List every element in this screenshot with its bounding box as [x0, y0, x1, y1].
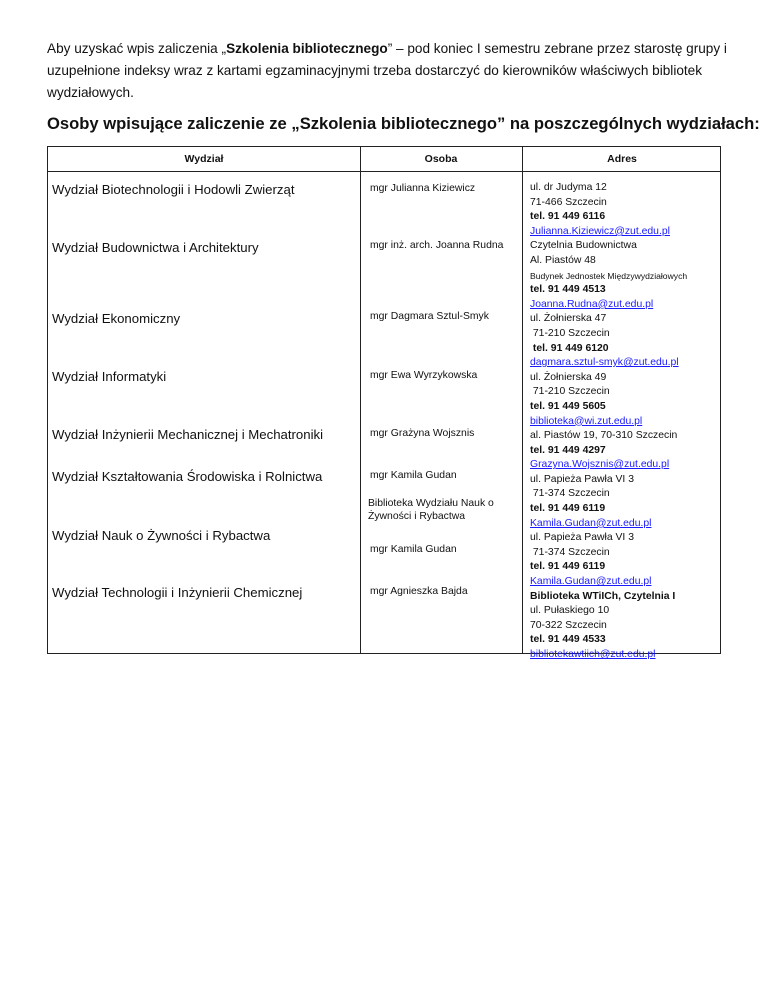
faculty-table — [47, 146, 721, 660]
address-line: 70-322 Szczecin — [530, 619, 607, 631]
contact-person: mgr Kamila Gudan — [370, 544, 457, 555]
phone-number: tel. 91 449 6119 — [530, 503, 606, 515]
email-link[interactable]: bibliotekawtiich@zut.edu.pl — [530, 649, 656, 660]
header-osoba: Osoba — [424, 153, 458, 165]
phone-number: tel. 91 449 4533 — [530, 634, 606, 646]
contact-person: mgr Dagmara Sztul-Smyk — [370, 311, 489, 322]
contact-person: mgr inż. arch. Joanna Rudna — [370, 240, 504, 251]
header-divider — [48, 171, 720, 172]
faculty-name: Wydział Budownictwa i Architektury — [52, 240, 259, 255]
address-line: 71-466 Szczecin — [530, 196, 607, 208]
phone-number: tel. 91 449 6119 — [530, 561, 606, 573]
intro-bold-term: Szkolenia bibliotecznego — [226, 41, 388, 56]
header-wydzial: Wydział — [184, 153, 224, 165]
email-link[interactable]: biblioteka@wi.zut.edu.pl — [530, 415, 643, 427]
address-line: al. Piastów 19, 70-310 Szczecin — [530, 430, 678, 442]
contact-person: mgr Agnieszka Bajda — [370, 586, 468, 597]
phone-number: tel. 91 449 4513 — [530, 284, 606, 296]
faculty-name: Wydział Technologii i Inżynierii Chemicznej — [52, 585, 303, 600]
intro-text-end: ” – pod koniec I semestru zebrane przez starostę grupy i uzupełnione indeksy wraz z kartami egzaminacyjnymi trzeba dostarczyć do kierowników właściwych bibliotek wydziałowych. — [47, 41, 727, 100]
faculty-name: Wydział Informatyki — [52, 369, 167, 384]
contact-person: mgr Kamila Gudan — [370, 470, 457, 481]
library-name: Biblioteka Wydziału Nauk o Żywności i Rybactwa — [368, 498, 494, 522]
address-line: 71-374 Szczecin — [530, 488, 610, 500]
address-line: ul. dr Judyma 12 — [530, 182, 607, 193]
email-link[interactable]: Kamila.Gudan@zut.edu.pl — [530, 517, 652, 529]
faculty-name: Wydział Biotechnologii i Hodowli Zwierząt — [52, 182, 295, 197]
faculty-name: Wydział Kształtowania Środowiska i Rolnictwa — [52, 469, 323, 484]
address-line: Budynek Jednostek Międzywydziałowych — [530, 270, 688, 281]
phone-number: tel. 91 449 4297 — [530, 444, 606, 456]
faculty-name: Wydział Nauk o Żywności i Rybactwa — [52, 528, 271, 543]
phone-number: tel. 91 449 6116 — [530, 211, 606, 223]
email-link[interactable]: Kamila.Gudan@zut.edu.pl — [530, 576, 652, 588]
address-line: ul. Pułaskiego 10 — [530, 605, 610, 617]
address-line: Al. Piastów 48 — [530, 254, 596, 266]
intro-paragraph — [47, 38, 737, 104]
faculty-name: Wydział Ekonomiczny — [52, 311, 181, 326]
address-line: ul. Papieża Pawła VI 3 — [530, 473, 634, 485]
section-heading: Osoby wpisujące zaliczenie ze „Szkolenia bibliotecznego” na poszczególnych wydziałach: — [47, 114, 760, 133]
address-line: 71-210 Szczecin — [530, 327, 610, 339]
email-link[interactable]: dagmara.sztul-smyk@zut.edu.pl — [530, 357, 679, 369]
intro-text-start: Aby uzyskać wpis zaliczenia „ — [47, 41, 227, 56]
faculty-name: Wydział Inżynierii Mechanicznej i Mechatroniki — [52, 427, 324, 442]
address-line: 71-374 Szczecin — [530, 546, 610, 558]
address-line: 71-210 Szczecin — [530, 386, 610, 398]
column-divider — [522, 147, 523, 653]
address-line: Czytelnia Budownictwa — [530, 240, 637, 252]
address-line: ul. Żołnierska 49 — [530, 371, 607, 383]
column-divider — [360, 147, 361, 653]
address-line: ul. Papieża Pawła VI 3 — [530, 532, 634, 544]
contact-person: mgr Julianna Kiziewicz — [370, 183, 476, 194]
header-adres: Adres — [607, 153, 637, 165]
email-link[interactable]: Grazyna.Wojsznis@zut.edu.pl — [530, 459, 670, 471]
phone-number: tel. 91 449 6120 — [530, 342, 609, 354]
phone-number: tel. 91 449 5605 — [530, 400, 606, 412]
address-line: Biblioteka WTiICh, Czytelnia I — [530, 590, 676, 602]
address-column — [530, 181, 720, 663]
contact-person: mgr Grażyna Wojsznis — [370, 428, 475, 439]
address-line: ul. Żołnierska 47 — [530, 313, 607, 325]
email-link[interactable]: Joanna.Rudna@zut.edu.pl — [530, 298, 654, 310]
email-link[interactable]: Julianna.Kiziewicz@zut.edu.pl — [530, 225, 670, 237]
contact-person: mgr Ewa Wyrzykowska — [370, 370, 478, 381]
